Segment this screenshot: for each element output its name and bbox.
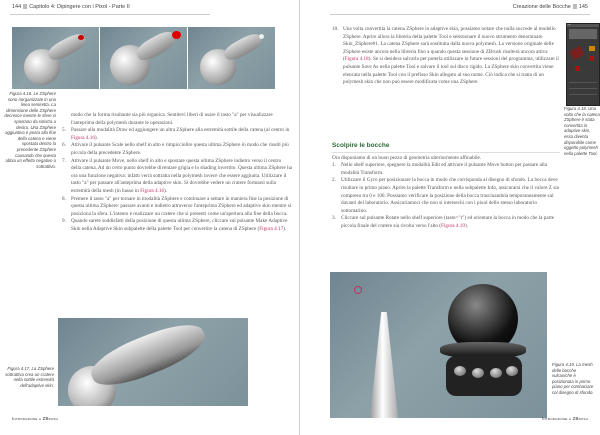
step-7: 7. Attivare il pulsante Move, nello shelf in alto e spostare questa ultima ZSphere indietro verso il centro della catena. Ad un certo punto dovrebbe diventare grigia e lo shading invertito. Questa ultima ZSphere ha ora una funzione negativa: infatti verrà sottratta nella polymesh invece che essere aggiunta. Utilizzare il tasto "a" per passare all'anteprima della adaptive skin. Si dovrebbe vedere un cratere formarsi sulla estremità della mesh (in basso in Figura 4.16).	[62, 157, 292, 194]
figure-4-17	[58, 318, 248, 406]
chapter-title: Capitolo 4: Dipingere con i Pixol - Parte II	[29, 4, 130, 10]
page-footer: Introduzione a ZBrush	[542, 416, 588, 421]
figure-4-18-tool-palette	[566, 23, 600, 106]
figure-link[interactable]: Figura 4.16	[71, 134, 95, 141]
steps-list	[62, 127, 292, 233]
figure-panel-2	[100, 27, 187, 89]
figure-4-16	[12, 27, 275, 89]
section-sculpt	[332, 138, 560, 231]
section-title: Creazione delle Bocche	[512, 4, 571, 10]
figure-4-17-caption: Figura 4.17. La ZSphere sottrattiva crea un cratere nella sottile estremità dell'adaptive skin.	[5, 366, 54, 388]
step-6: 6. Attivare il pulsante Scale nello shelf in alto e rimpicciolire questa ultima ZSphere in modo che risulti più piccola della precedente ZSphere.	[62, 142, 289, 156]
left-body-text	[62, 112, 292, 234]
steps-list	[332, 162, 560, 230]
step-9: 9. Quando sarete soddisfatti della posizione di questa ultima ZSphere, cliccare sul pulsante Make Adaptive Skin nella Adaptive Skin subpalette della palette Tool per convertire la catena di ZSphere (Figura 4.17).	[62, 218, 288, 232]
header-rule	[330, 14, 590, 15]
volcanic-mouth	[370, 312, 398, 418]
section-heading: Scolpire le bocche	[332, 142, 560, 153]
figure-panel-1	[12, 27, 99, 89]
step-8: 8. Premere il tasto "a" per tornare in modalità ZSphere e continuare a settare in maniera fine la posizione di questa ultima ZSphere: passare avanti e indietro attraverso l'anteprima ZSphere ed adaptive skin mentre si posiziona la sfera. L'intento è realizzare un cratere che si presenti come un'apertura alla fine della bocca.	[62, 195, 292, 217]
header-separator	[573, 4, 577, 9]
step-10: 10. Una volta convertita la catena ZSphere in adaptive skin, possiamo notare che nulla succede al modello ZSphere. Aprire allora la libreria della palette Tool e selezionare il nuovo strumento denominato Skin_ZSphere#1. La catena ZSphere sarà sostituita dalla nuova polymesh. La versione originale delle ZSphere esiste ancora nella libreria fino a quando questa sessione di ZBrush risulterà ancora attiva (Figura 4.18). Se si desidera salvarla per poterla utilizzare in future sessioni del programma, utilizzare il pulsante Save As nella palette Tool e salvare il tool sul disco rigido. La ZSphere skin convertita viene elencata nella palette Tool con il prefisso Skin allegato al suo nome. Ciò indica che si tratta di un polymesh skin che non può essere modificata come una ZSphere.	[332, 26, 559, 86]
palette-title: Tool	[567, 24, 599, 27]
header-rule	[10, 14, 210, 15]
step-2: 2. Utilizzare il Gyro per posizionare la bocca in modo che corrisponda al disegno di sfondo. La bocca deve risultare in primo piano. Aprire la palette Transform e nella subpalette Info, assicurarsi che il valore Z sia compreso tra 0 e 100. Possiamo verificare la posizione della bocca trascinandola temporaneamente sul davanti del laboratorio. Assicuriamoci che non si intersechi con i pixol dello stesso laboratorio sottomarino.	[332, 177, 559, 214]
figure-4-19	[330, 272, 547, 418]
figure-4-18-caption: Figura 4.18. Una volta che la catena ZSphere è stata convertita in adaptive skin, essa diventa disponibile come oggetto polymesh nella palette Tool.	[564, 106, 600, 156]
step-1: 1. Nello shelf superiore, spegnere la modalità Edit ed attivare il pulsante Move button per passare alla modalità Transform.	[332, 162, 547, 176]
figure-link[interactable]: Figura 4.19	[441, 222, 465, 229]
section-intro: Ora disponiamo di un buon pezzo di geometria ulteriormente affinabile.	[332, 154, 482, 161]
figure-link[interactable]: Figura 4.16	[140, 187, 165, 194]
page-header	[513, 4, 588, 10]
page-number: 144	[12, 4, 22, 10]
header-separator	[23, 4, 27, 9]
figure-4-16-caption: Figura 4.16. Le ZSphere sono riorganizzate in una linea semiretta. La dimensione delle ZSphere decresce mentre le sfere si spostano da sinistra a destra. Una ZSphere aggiuntiva è posta alla fine della catena e viene spostata dentro la precedente ZSphere causando che questa abbia un effetto negativo o sottrattivo.	[4, 91, 56, 169]
page-number: 145	[578, 4, 588, 10]
intro-paragraph: modo che la forma risultante sia più organica. Sentitevi liberi di usare il tasto "a" per visualizzare l'anteprima della polymesh durante le operazioni.	[71, 112, 273, 126]
figure-link[interactable]: Figura 4.18	[344, 56, 369, 63]
page-header	[12, 4, 130, 10]
step-3: 3. Cliccare sul pulsante Rotate nello shelf superiore (tasto="r") ed orientare la bocca in modo che la parte piccola finale del cratere sia rivolta verso l'alto (Figura 4.19).	[332, 215, 555, 229]
page-footer: Introduzione a ZBrush	[12, 416, 58, 421]
figure-4-19-caption: Figura 4.19. La mesh delle bocche vulcaniche è posizionata in primo piano per combaciare col disegno di sfondo.	[552, 362, 594, 395]
right-page	[300, 0, 600, 435]
figure-link[interactable]: Figura 4.17	[259, 225, 284, 232]
figure-panel-3	[188, 27, 275, 89]
step-5: 5. Passare alla modalità Draw ed aggiungere un altra ZSphere alla estremità sottile della catena (al centro in Figura 4.16).	[62, 127, 290, 141]
